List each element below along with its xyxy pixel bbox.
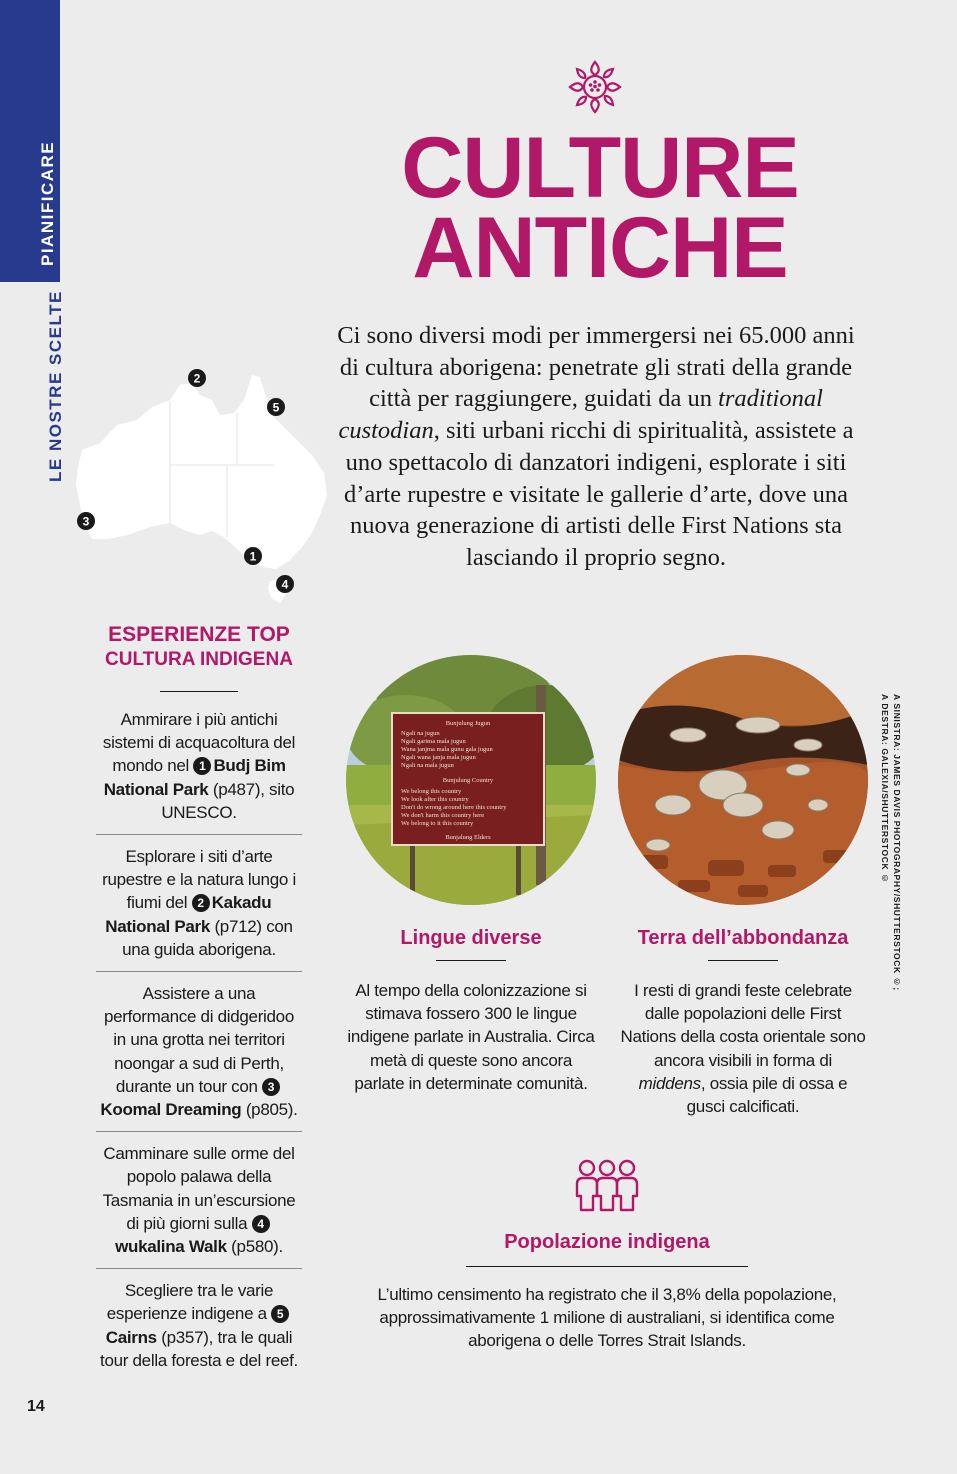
australia-map [62,355,332,615]
intro-italic: traditional custodian [338,385,823,445]
marker-number-icon: 3 [262,1078,280,1096]
svg-text:Ngali na mala jugun: Ngali na mala jugun [401,762,454,769]
top-experiences-heading-line2: CULTURA INDIGENA [105,649,293,670]
midden-shells-photo [618,655,868,905]
abundance-title: Terra dell’abbondanza [637,927,849,949]
svg-text:3: 3 [82,514,90,529]
sign-illustration [346,655,596,905]
abundance-text: I resti di grandi feste celebrate dalle popolazioni delle First Nations della costa orientale sono ancora visibili in forma di middens, ossia pile di ossa e gusci calcificati. [620,981,866,1117]
marker-number-icon: 1 [193,757,211,775]
sidebar-tab-label: PIANIFICARE [38,140,57,266]
list-item: Scegliere tra le varie esperienze indigene a 5Cairns (p357), tra le quali tour della foresta e del reef. [100,1281,298,1370]
midden-illustration [618,655,868,905]
top-experiences-heading-line1: ESPERIENZE TOP [108,623,290,646]
place-name[interactable]: Koomal Dreaming [100,1100,242,1120]
map-marker-5[interactable] [267,398,285,416]
svg-text:Wana janjma mala gunu gala jug: Wana janjma mala gunu gala jugun [401,746,493,753]
svg-text:We look after this country: We look after this country [401,796,469,803]
list-item: Assistere a una performance di didgeridoo in una grotta nei territori noongar a sud di Perth, durante un tour con 3Koomal Dreaming (p805). [100,984,298,1120]
section-label: LE NOSTRE SCELTE [46,290,65,482]
population-divider [466,1266,748,1267]
svg-text:Ngali garima mala jugun: Ngali garima mala jugun [401,738,466,745]
svg-text:Bunjalung Elders: Bunjalung Elders [445,834,491,841]
people-group-icon [574,1158,640,1212]
title-line-2: ANTICHE [412,200,788,296]
page-number: 14 [27,1398,45,1415]
marker-number-icon: 2 [192,894,210,912]
intro-text-1: Ci sono diversi modi per immergersi nei 65.000 anni di cultura aborigena: penetrate gli strati della grande città per raggiungere, guidati da un [337,322,855,413]
marker-number-icon: 5 [271,1305,289,1323]
photo-credit: A SINISTRA: JAMES DAVIS PHOTOGRAPHY/SHUTTERSTOCK ©; A DESTRA: GALEXIA/SHUTTERSTOCK © [880,694,902,991]
languages-title: Lingue diverse [400,927,542,949]
place-name[interactable]: Cairns [105,1327,157,1347]
marker-number-icon: 4 [252,1215,270,1233]
population-text: L’ultimo censimento ha registrato che il 3,8% della popolazione, approssimativamente 1 milione di australiani, si identifica come aborigena o delle Torres Strait Islands. [377,1285,837,1351]
map-marker-1[interactable] [244,547,262,565]
map-marker-4[interactable] [276,575,294,593]
title-line-1: CULTURE [401,120,799,216]
svg-text:2: 2 [193,371,201,386]
aboriginal-dot-flower-icon [564,56,626,118]
svg-text:We don't harm this country her: We don't harm this country here [401,812,485,819]
abundance-divider [708,960,778,961]
page-title [330,120,870,296]
map-marker-3[interactable] [77,512,95,530]
languages-divider [436,960,506,961]
list-item: Ammirare i più antichi sistemi di acquacoltura del mondo nel 1 Budj Bim National Park (p487), sito UNESCO. [102,710,296,822]
place-name[interactable]: wukalina Walk [115,1237,227,1257]
svg-text:4: 4 [281,577,289,592]
top-experiences-list [96,704,302,1372]
svg-text:We belong to it this country: We belong to it this country [401,820,474,827]
list-item: Camminare sulle orme del popolo palawa della Tasmania in un’escursione di più giorni sulla 4wukalina Walk (p580). [102,1144,296,1257]
svg-text:Bunjulung Jugun: Bunjulung Jugun [445,720,491,727]
languages-text: Al tempo della colonizzazione si stimava fossero 300 le lingue indigene parlate in Australia. Circa metà di queste sono ancora parlate in determinate comunità. [347,981,595,1093]
sidebar-tab [0,0,60,282]
svg-text:1: 1 [249,549,257,564]
intro-paragraph [330,320,862,574]
svg-text:Ngali wana janja mala jugun: Ngali wana janja mala jugun [401,754,476,761]
svg-text:5: 5 [272,400,280,415]
list-item: Esplorare i siti d’arte rupestre e la natura lungo i fiumi del 2 Kakadu National Park (p712) con una guida aborigena. [102,847,296,959]
map-marker-2[interactable] [188,369,206,387]
place-name[interactable]: Kakadu National Park [105,893,272,936]
svg-text:We belong this country: We belong this country [401,788,462,795]
heading-divider [160,691,238,692]
svg-text:Bunjulung Country: Bunjulung Country [442,777,494,784]
australia-mainland [76,375,327,569]
place-name[interactable]: Budj Bim National Park [103,756,286,799]
intro-text-2: , siti urbani ricchi di spiritualità, assistete a uno spettacolo di danzatori indigeni, esplorate i siti d’arte rupestre e visitate le gallerie d’arte, dove una nuova generazione di artisti delle First Nations sta lasciando il proprio segno. [343,417,854,571]
svg-text:Don't do wrong around here thi: Don't do wrong around here this country [401,804,507,811]
top-experiences-heading [96,622,302,672]
population-title: Popolazione indigena [504,1231,710,1253]
svg-text:Ngali na jugun: Ngali na jugun [401,730,440,737]
bunjalung-sign-photo [346,655,596,905]
